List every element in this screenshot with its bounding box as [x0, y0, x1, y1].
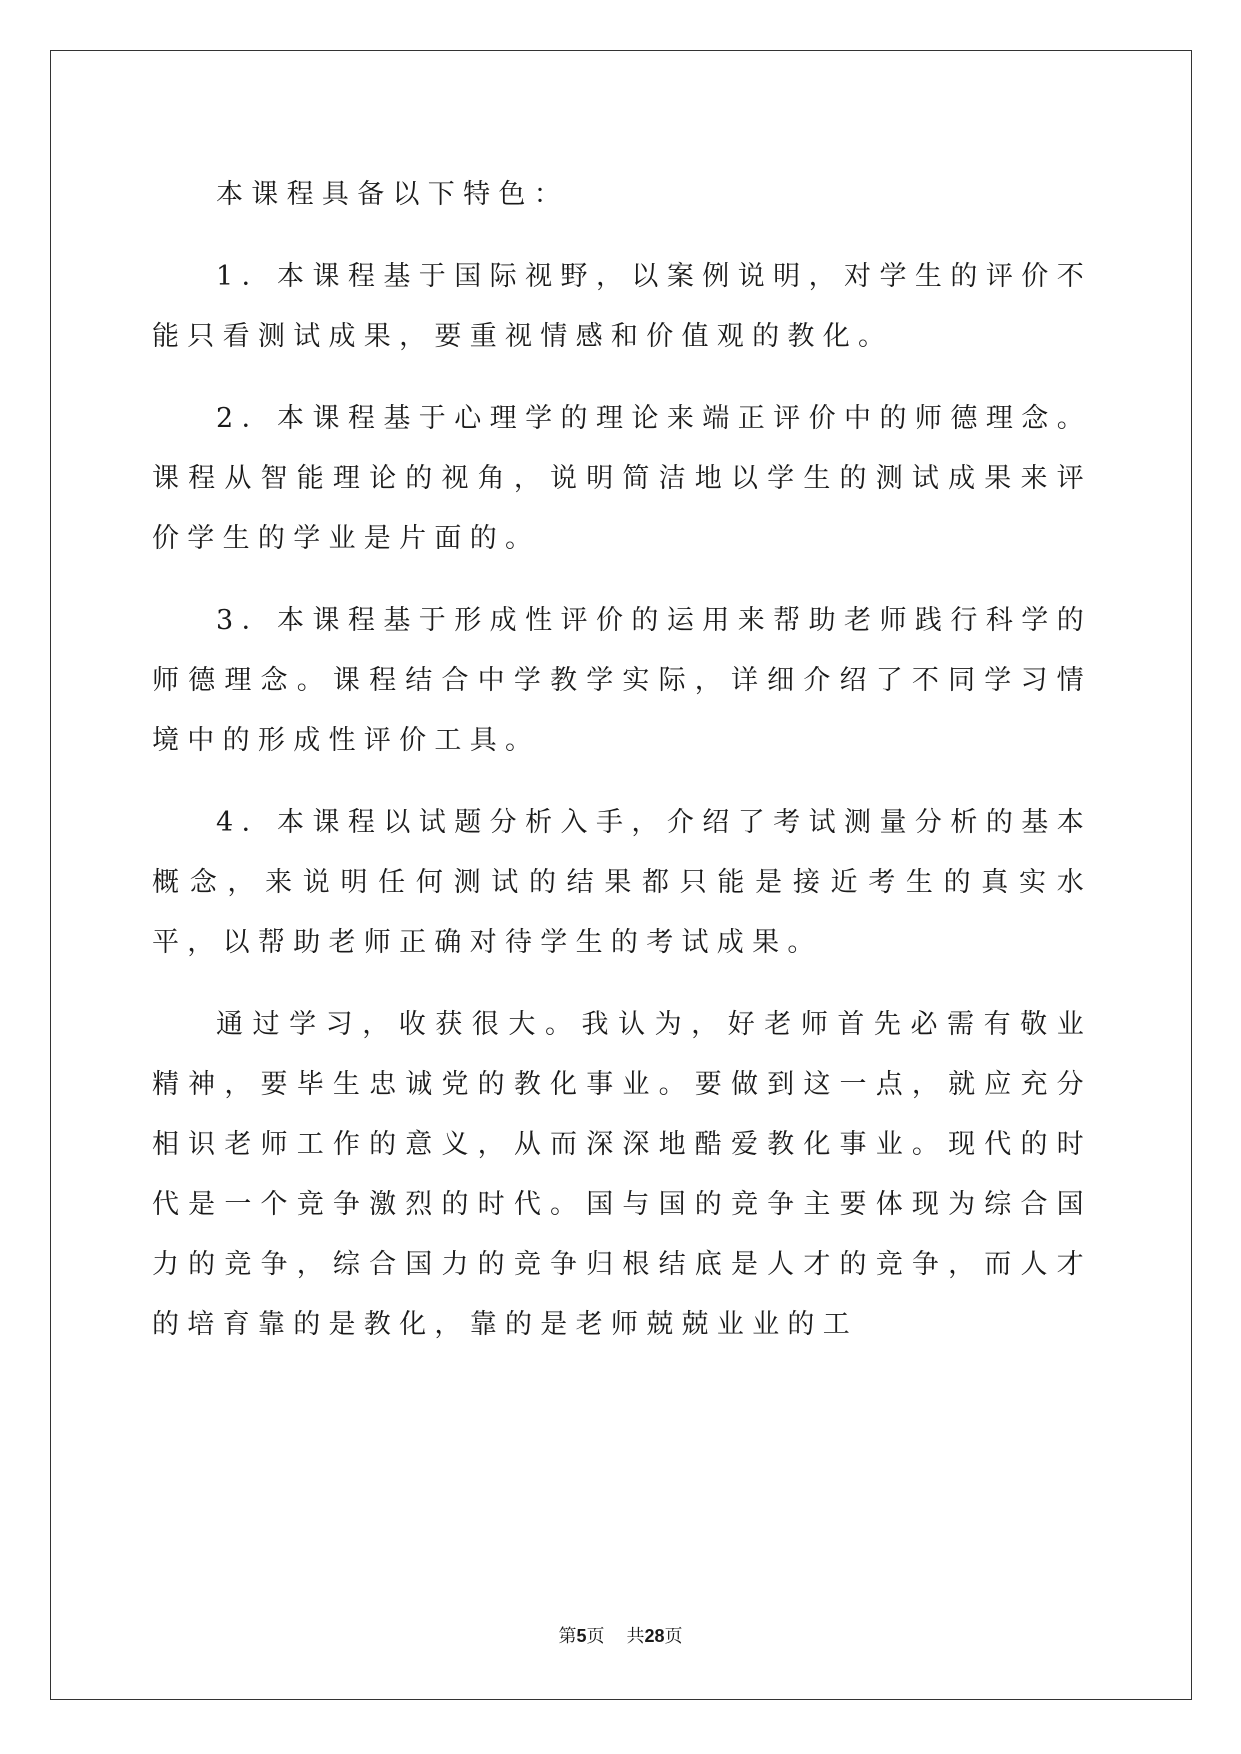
page-suffix: 页 [586, 1626, 605, 1647]
paragraph-feature-1: 1．本课程基于国际视野，以案例说明，对学生的评价不能只看测试成果，要重视情感和价值观的教化。 [152, 261, 1092, 352]
page-footer [0, 1622, 1241, 1648]
paragraph-reflection: 通过学习，收获很大。我认为，好老师首先必需有敬业精神，要毕生忠诚党的教化事业。要做到这一点，就应充分相识老师工作的意义，从而深深地酷爱教化事业。现代的时代是一个竞争激烈的时代。国与国的竞争主要体现为综合国力的竞争，综合国力的竞争归根结底是人才的竞争，而人才的培育靠的是教化，靠的是老师兢兢业业的工 [152, 1009, 1092, 1340]
document-body [152, 165, 1092, 1377]
paragraph-intro: 本课程具备以下特色： [216, 179, 569, 210]
total-suffix: 页 [664, 1626, 683, 1647]
total-pages: 28 [644, 1626, 665, 1646]
paragraph-feature-4: 4．本课程以试题分析入手，介绍了考试测量分析的基本概念，来说明任何测试的结果都只能是接近考生的真实水平，以帮助老师正确对待学生的考试成果。 [152, 807, 1092, 958]
total-prefix: 共 [626, 1626, 645, 1647]
page-prefix: 第 [558, 1626, 577, 1647]
page-number: 5 [576, 1626, 587, 1646]
paragraph-feature-3: 3．本课程基于形成性评价的运用来帮助老师践行科学的师德理念。课程结合中学教学实际，详细介绍了不同学习情境中的形成性评价工具。 [152, 605, 1092, 756]
paragraph-feature-2: 2．本课程基于心理学的理论来端正评价中的师德理念。课程从智能理论的视角，说明简洁地以学生的测试成果来评价学生的学业是片面的。 [152, 403, 1092, 554]
